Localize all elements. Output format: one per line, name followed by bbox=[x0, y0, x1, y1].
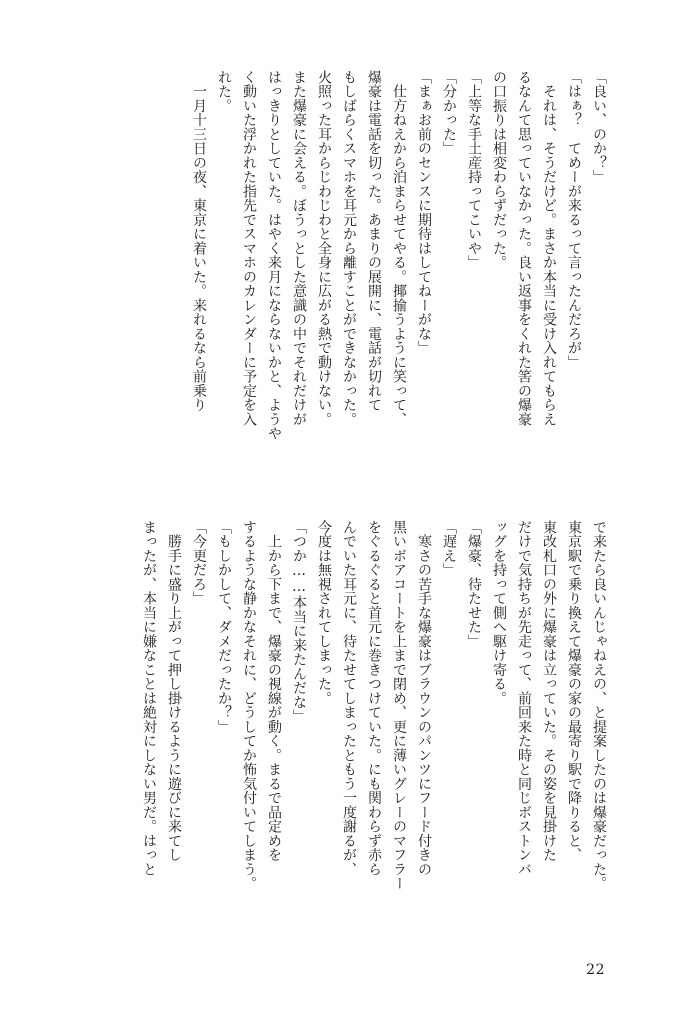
text-line: 寒さの苦手な爆豪はブラウンのパンツにフード付きの bbox=[416, 520, 432, 877]
text-line: 「爆豪、待たせた」 bbox=[466, 520, 482, 649]
text-line: れた。 bbox=[216, 70, 232, 113]
text-line: また爆豪に会える。ぼうっとした意識の中でそれだけが bbox=[291, 70, 307, 427]
text-line: 東京駅で乗り換えて爆豪の家の最寄り駅で降りると、 bbox=[566, 520, 582, 862]
text-line: 仕方ねえから泊まらせてやる。揶揄うように笑って、 bbox=[391, 70, 407, 427]
text-line: 今度は無視されてしまった。 bbox=[316, 520, 332, 706]
text-line: で来たら良いんじゃねえの、と提案したのは爆豪だった。 bbox=[591, 520, 607, 891]
text-line: 「上等な手土産持ってこいや」 bbox=[466, 70, 482, 270]
text-line: 「今更だろ」 bbox=[191, 520, 207, 606]
text-line: 上から下まで、爆豪の視線が動く。まるで品定めを bbox=[266, 520, 282, 862]
text-line: の口振りは相変わらずだった。 bbox=[491, 70, 507, 270]
text-line: はっきりとしていた。はやく来月にならないかと、ようや bbox=[266, 70, 282, 441]
text-line: 「つか……本当に来たんだな」 bbox=[291, 520, 307, 724]
text-line: 「良い、のか？」 bbox=[591, 70, 607, 184]
text-line: するような静かなそれに、どうしてか怖気付いてしまう。 bbox=[241, 520, 257, 891]
text-line: 勝手に盛り上がって押し掛けるように遊びに来てし bbox=[166, 520, 182, 862]
text-line: るなんて思っていなかった。良い返事をくれた筈の爆豪 bbox=[516, 70, 532, 427]
text-line: 「まぁお前のセンスに期待はしてねーがな」 bbox=[416, 70, 432, 355]
text-line: 爆豪は電話を切った。あまりの展開に、電話が切れて bbox=[366, 70, 382, 412]
text-line: 「はぁ？ てめーが来るって言ったんだろが」 bbox=[566, 70, 582, 370]
text-line: 黒いボアコートを上まで閉め、更に薄いグレーのマフラー bbox=[391, 520, 407, 891]
lower-text-block bbox=[136, 520, 611, 960]
text-line: 「もしかして、ダメだったか？」 bbox=[216, 520, 232, 734]
text-line: 「分かった」 bbox=[441, 70, 457, 156]
text-line: 東改札口の外に爆豪は立っていた。その姿を見掛けた bbox=[541, 520, 557, 862]
text-line: 「遅え」 bbox=[441, 520, 457, 577]
text-line: もしばらくスマホを耳元から離すことができなかった。 bbox=[341, 70, 357, 427]
text-line: んでいた耳元に、待たせてしまったともう一度謝るが、 bbox=[341, 520, 357, 877]
text-line: まったが、本当に嫌なことは絶対にしない男だ。はっと bbox=[141, 520, 157, 877]
text-line: をぐるぐると首元に巻きつけていた。にも関わらず赤ら bbox=[366, 520, 382, 877]
text-line: 火照った耳からじわじわと全身に広がる熱で動けない。 bbox=[316, 70, 332, 427]
text-line: 一月十三日の夜、東京に着いた。来れるなら前乗り bbox=[191, 70, 207, 412]
upper-text-block bbox=[186, 70, 611, 510]
page-number: 22 bbox=[586, 962, 605, 978]
text-line: だけで気持ちが先走って、前回来た時と同じボストンバ bbox=[516, 520, 532, 877]
text-line: ッグを持って側へ駆け寄る。 bbox=[491, 520, 507, 706]
text-line: それは、そうだけど。まさか本当に受け入れてもらえ bbox=[541, 70, 557, 427]
text-line: く動いた浮かれた指先でスマホのカレンダーに予定を入 bbox=[241, 70, 257, 427]
